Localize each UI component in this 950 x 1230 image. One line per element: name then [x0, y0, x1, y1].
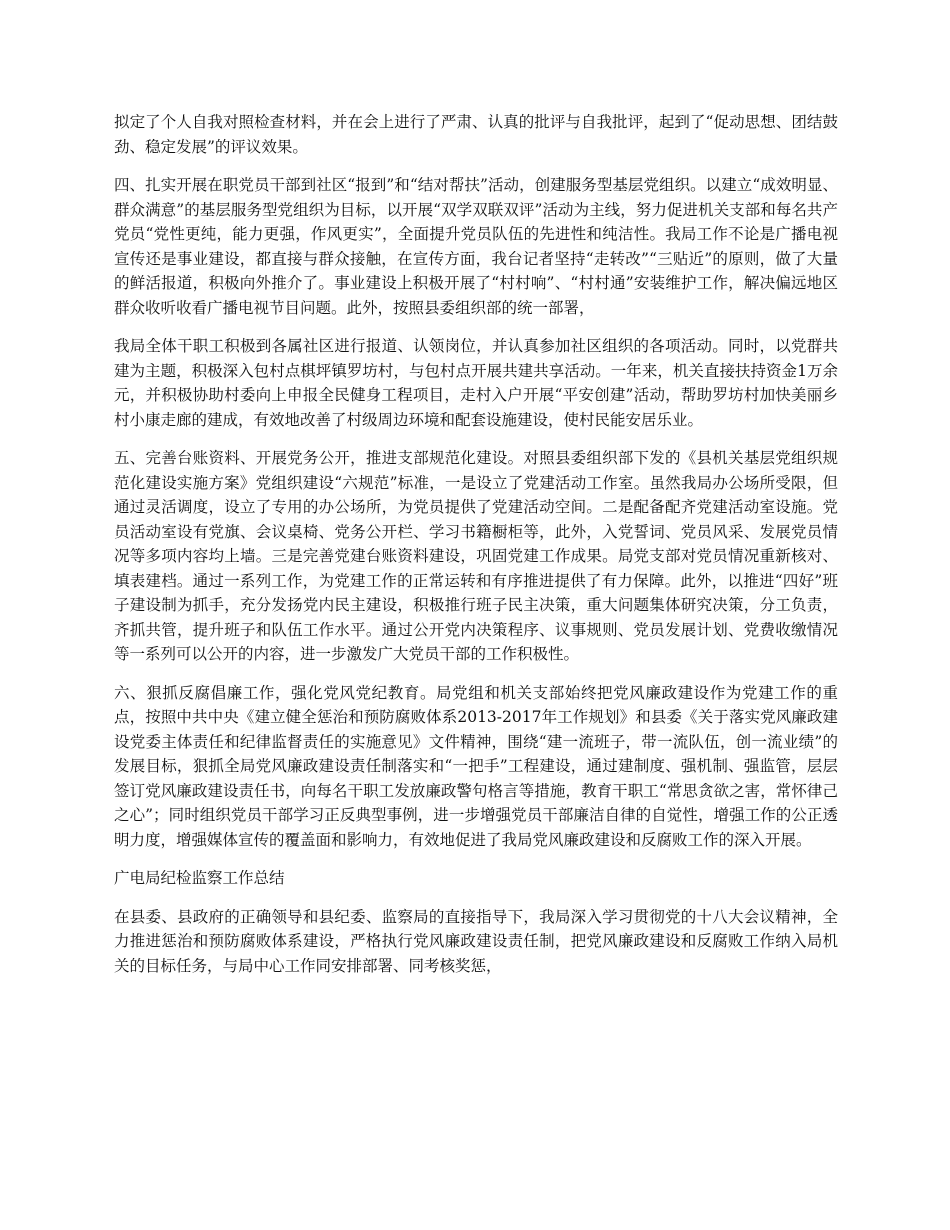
paragraph-section-six: 六、狠抓反腐倡廉工作，强化党风党纪教育。局党组和机关支部始终把党风廉政建设作为党建工作的重点，按照中共中央《建立健全惩治和预防腐败体系2013-2017年工作规划》和县委《关于落实党风廉政建设党委主体责任和纪律监督责任的实施意见》文件精神，围绕“建一流班子，带一流队伍，创一流业绩”的发展目标，狠抓全局党风廉政建设责任制落实和“一把手”工程建设，通过建制度、强机制、强监管，层层签订党风廉政建设责任书，向每名干职工发放廉政警句格言等措施，教育干职工“常思贪欲之害，常怀律己之心”；同时组织党员干部学习正反典型事例，进一步增强党员干部廉洁自律的自觉性，增强工作的公正透明力度，增强媒体宣传的覆盖面和影响力，有效地促进了我局党风廉政建设和反腐败工作的深入开展。: [114, 683, 838, 849]
paragraph-section-four: 四、扎实开展在职党员干部到社区“报到”和“结对帮扶”活动，创建服务型基层党组织。以建立“成效明显、群众满意”的基层服务型党组织为目标，以开展“双学双联双评”活动为主线，努力促进机关支部和每名共产党员“党性更纯，能力更强，作风更实”，全面提升党员队伍的先进性和纯洁性。我局工作不论是广播电视宣传还是事业建设，都直接与群众接触，在宣传方面，我台记者坚持“走转改”“三贴近”的原则，做了大量的鲜活报道，积极向外推介了。事业建设上积极开展了“村村响”、“村村通”安装维护工作，解决偏远地区群众收听收看广播电视节目问题。此外，按照县委组织部的统一部署，: [114, 176, 838, 317]
paragraph-self-criticism: 拟定了个人自我对照检查材料，并在会上进行了严肃、认真的批评与自我批评，起到了“促动思想、团结鼓劲、稳定发展”的评议效果。: [114, 113, 838, 156]
document-body: [114, 110, 838, 992]
paragraph-community-activities: 我局全体干职工积极到各属社区进行报道、认领岗位，并认真参加社区组织的各项活动。同时，以党群共建为主题，积极深入包村点棋坪镇罗坊村，与包村点开展共建共享活动。一年来，机关直接扶持资金1万余元，并积极协助村委向上申报全民健身工程项目，走村入户开展“平安创建”活动，帮助罗坊村加快美丽乡村小康走廊的建成，有效地改善了村级周边环境和配套设施建设，使村民能安居乐业。: [114, 337, 838, 429]
paragraph-discipline-summary: 在县委、县政府的正确领导和县纪委、监察局的直接指导下，我局深入学习贯彻党的十八大会议精神，全力推进惩治和预防腐败体系建设，严格执行党风廉政建设责任制，把党风廉政建设和反腐败工作纳入局机关的目标任务，与局中心工作同安排部署、同考核奖惩，: [114, 907, 838, 975]
paragraph-section-five: 五、完善台账资料、开展党务公开，推进支部规范化建设。对照县委组织部下发的《县机关基层党组织规范化建设实施方案》党组织建设“六规范”标准，一是设立了党建活动工作室。虽然我局办公场所受限，但通过灵活调度，设立了专用的办公场所，为党员提供了党建活动空间。二是配备配齐党建活动室设施。党员活动室设有党旗、会议桌椅、党务公开栏、学习书籍橱柜等，此外，入党誓词、党员风采、发展党员情况等多项内容均上墙。三是完善党建台账资料建设，巩固党建工作成果。局党支部对党员情况重新核对、填表建档。通过一系列工作，为党建工作的正常运转和有序推进提供了有力保障。此外，以推进“四好”班子建设制为抓手，充分发扬党内民主建设，积极推行班子民主决策，重大问题集体研究决策，分工负责，齐抓共管，提升班子和队伍工作水平。通过公开党内决策程序、议事规则、党员发展计划、党费收缴情况等一系列可以公开的内容，进一步激发广大党员干部的工作积极性。: [114, 449, 838, 663]
section-heading: 广电局纪检监察工作总结: [114, 869, 285, 887]
